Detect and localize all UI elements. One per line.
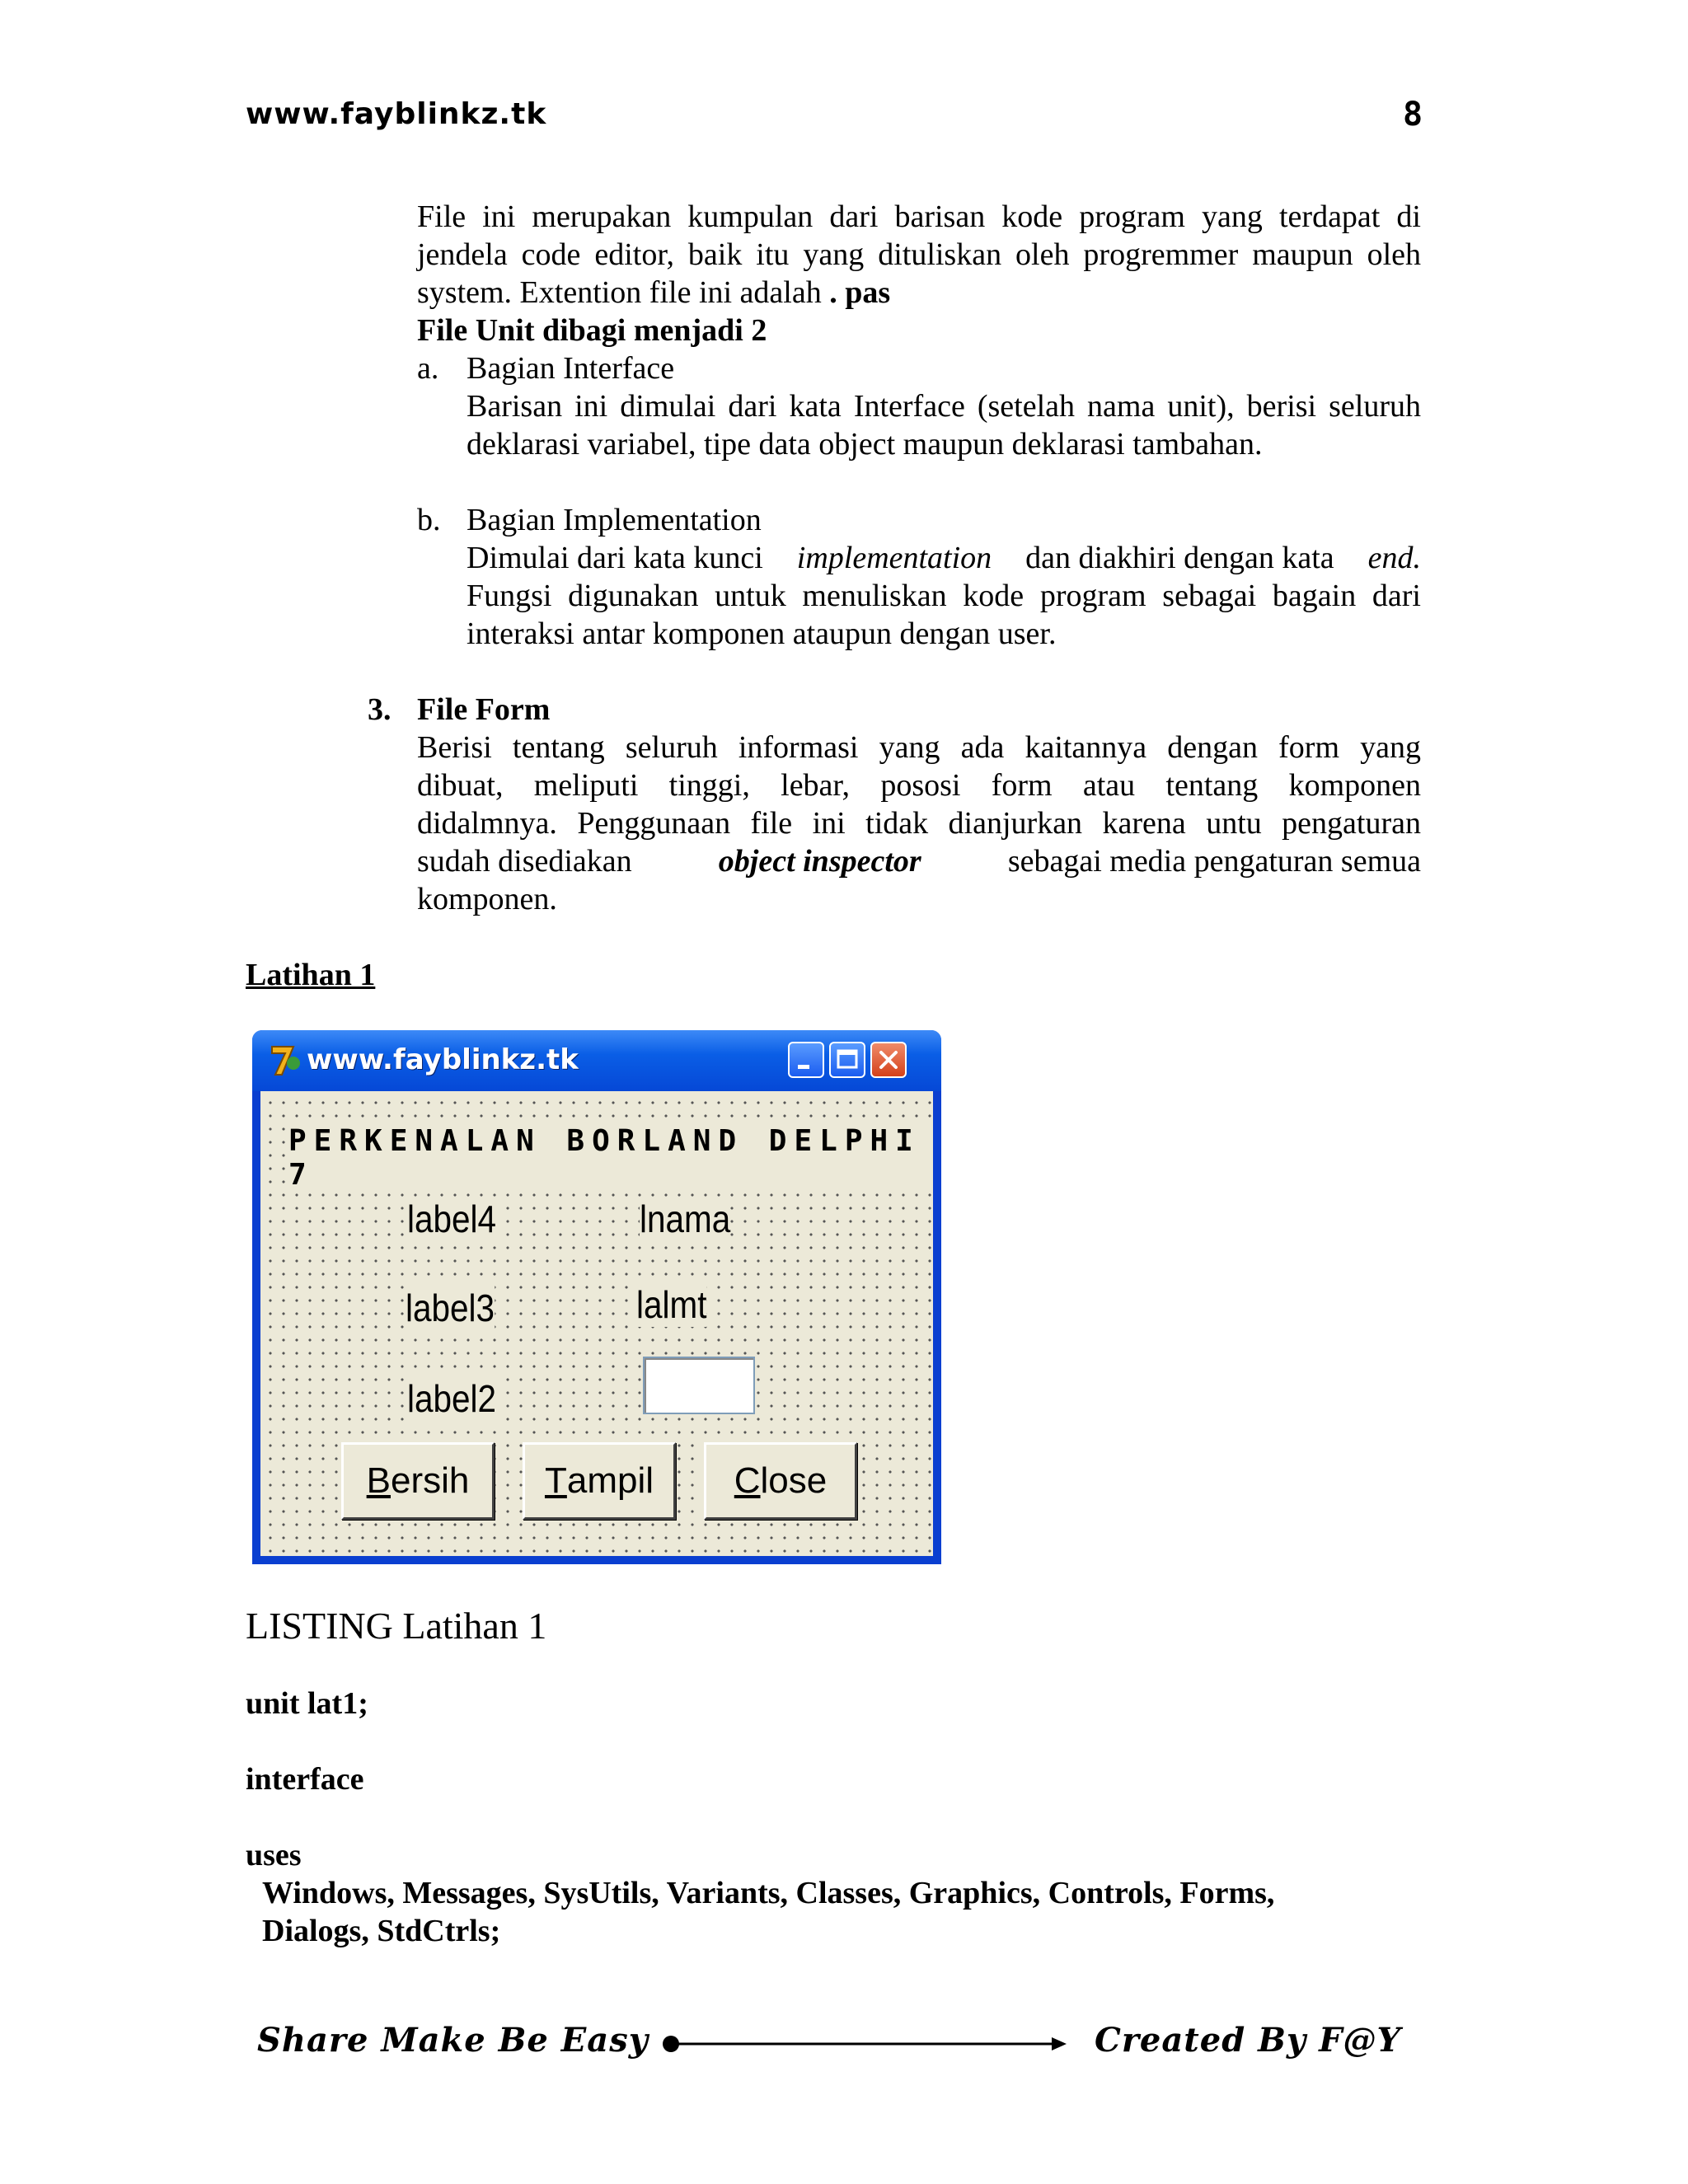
implementation-line-1 [467, 539, 1421, 577]
maximize-button[interactable] [829, 1042, 865, 1078]
listing-uses-keyword: uses [246, 1838, 302, 1872]
file-form-number: 3. [368, 692, 392, 727]
impl-end-keyword: end. [1367, 541, 1421, 575]
impl-keyword: implementation [796, 541, 992, 575]
maximize-icon [831, 1043, 864, 1076]
close-button[interactable] [704, 1442, 857, 1520]
exercise-label: Latihan 1 [246, 958, 376, 992]
footer-credit: Created By F@Y [1095, 2021, 1402, 2060]
unit-ext: . pas [829, 275, 891, 310]
interface-marker: a. [417, 351, 439, 386]
listing-uses-line-1: Windows, Messages, SysUtils, Variants, Classes, Graphics, Controls, Forms, [262, 1876, 1275, 1910]
edit-input[interactable] [643, 1357, 755, 1414]
file-form-line-5: komponen. [417, 882, 557, 916]
delphi-7-icon [269, 1042, 302, 1078]
impl-text-c: dan diakhiri dengan kata [1025, 541, 1334, 575]
listing-title: LISTING Latihan 1 [246, 1605, 547, 1647]
site-url: www.fayblinkz.tk [246, 97, 547, 131]
label2[interactable]: label2 [407, 1377, 497, 1420]
unit-split-heading: File Unit dibagi menjadi 2 [417, 313, 767, 348]
file-form-line-4 [417, 842, 1421, 880]
window-title: www.fayblinkz.tk [307, 1043, 579, 1076]
object-inspector-term: object inspector [718, 844, 921, 879]
minimize-icon [790, 1043, 823, 1076]
file-form-line-2: dibuat, meliputi tinggi, lebar, pososi form atau tentang komponen [417, 768, 1421, 803]
implementation-title: Bagian Implementation [467, 503, 762, 537]
tampil-accel: T [544, 1460, 567, 1501]
close-icon [872, 1043, 905, 1076]
label4[interactable]: label4 [407, 1197, 497, 1240]
delphi-form-window [252, 1030, 941, 1564]
bersih-rest: ersih [390, 1460, 470, 1501]
lalmt-label[interactable]: lalmt [636, 1283, 707, 1326]
impl-text-a: Dimulai dari kata kunci [467, 541, 763, 575]
close-window-button[interactable] [870, 1042, 907, 1078]
window-titlebar[interactable] [252, 1030, 941, 1091]
form-client-area [260, 1091, 933, 1556]
footer-slogan: Share Make Be Easy [257, 2021, 649, 2060]
interface-line-1: Barisan ini dimulai dari kata Interface (setelah nama unit), berisi seluruh [467, 389, 1421, 424]
bersih-accel: B [366, 1460, 391, 1501]
unit-intro-text: system. Extention file ini adalah [417, 275, 822, 310]
unit-intro-line-1: File ini merupakan kumpulan dari barisan kode program yang terdapat di [417, 199, 1421, 234]
file-form-title: File Form [417, 692, 551, 727]
close-rest: lose [760, 1460, 828, 1501]
file-form-line-1: Berisi tentang seluruh informasi yang ada kaitannya dengan form yang [417, 730, 1421, 765]
listing-unit-line: unit lat1; [246, 1686, 368, 1721]
file-form-text-c: sebagai media pengaturan semua [1007, 844, 1421, 879]
file-form-line-3: didalmnya. Penggunaan file ini tidak dianjurkan karena untu pengaturan [417, 806, 1421, 841]
listing-interface-keyword: interface [246, 1762, 364, 1797]
listing-uses-line-2: Dialogs, StdCtrls; [262, 1914, 501, 1948]
file-form-text-a: sudah disediakan [417, 844, 632, 879]
form-heading-label: PERKENALAN BORLAND DELPHI 7 [288, 1124, 933, 1192]
bersih-button[interactable] [341, 1442, 495, 1520]
tampil-button[interactable] [523, 1442, 676, 1520]
interface-line-2: deklarasi variabel, tipe data object maupun deklarasi tambahan. [467, 427, 1263, 462]
footer-arrow-icon [659, 2027, 1071, 2060]
implementation-line-3: interaksi antar komponen ataupun dengan user. [467, 616, 1057, 651]
label3[interactable]: label3 [406, 1286, 495, 1329]
implementation-line-2: Fungsi digunakan untuk menuliskan kode program sebagai bagain dari [467, 579, 1421, 613]
unit-intro-line-2: jendela code editor, baik itu yang dituliskan oleh progremmer maupun oleh [417, 237, 1421, 272]
close-accel: C [734, 1460, 761, 1501]
tampil-rest: ampil [566, 1460, 654, 1501]
implementation-marker: b. [417, 503, 441, 537]
minimize-button[interactable] [788, 1042, 824, 1078]
page-number: 8 [1403, 96, 1423, 134]
interface-title: Bagian Interface [467, 351, 675, 386]
unit-intro-line-3 [417, 274, 890, 312]
lnama-label[interactable]: lnama [640, 1197, 731, 1240]
